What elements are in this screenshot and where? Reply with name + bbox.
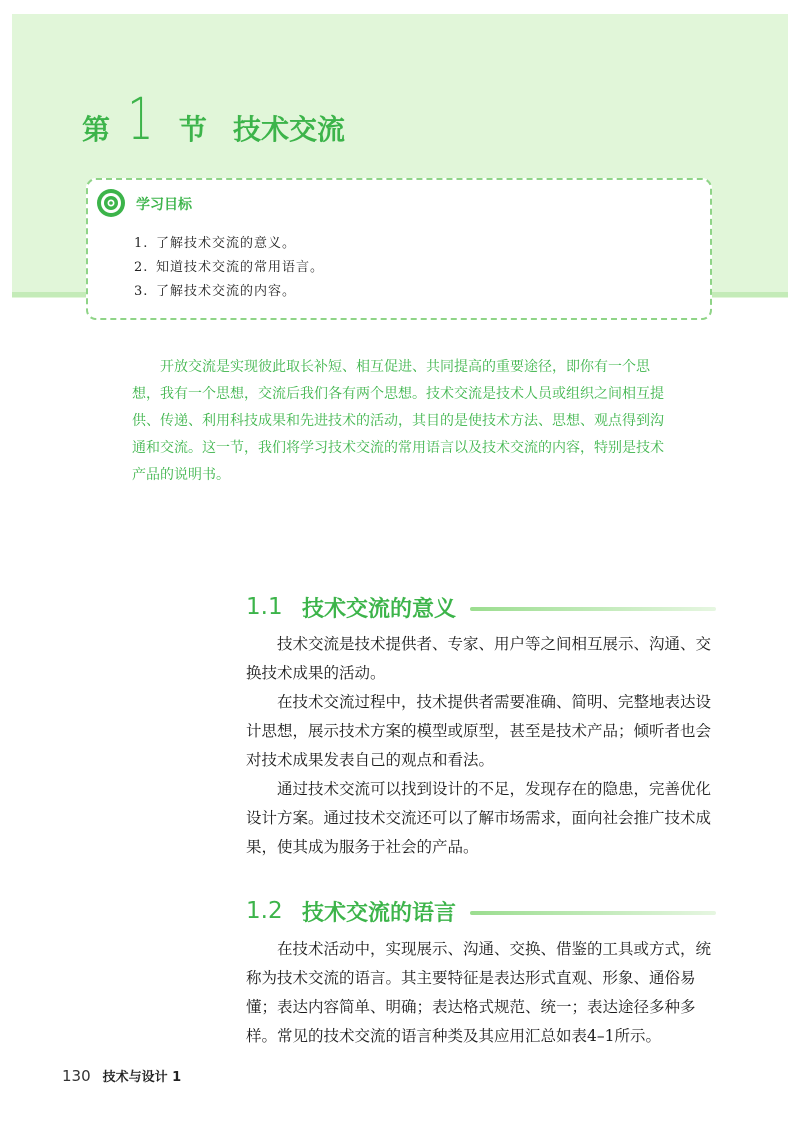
paragraph: 在技术交流过程中，技术提供者需要准确、简明、完整地表达设计思想，展示技术方案的模型或原型，甚至是技术产品；倾听者也会对技术成果发表自己的观点和看法。	[246, 693, 712, 769]
item-text: 知道技术交流的常用语言。	[156, 260, 325, 275]
list-item	[134, 280, 324, 304]
chapter-name: 技术交流	[232, 113, 345, 146]
section-body-1-1	[246, 630, 716, 862]
target-icon	[96, 188, 126, 218]
section-rule	[470, 607, 716, 611]
section-heading-1-2	[246, 896, 716, 926]
section-title: 技术交流的意义	[302, 596, 457, 622]
chapter-number: 1	[127, 85, 154, 153]
page-footer	[62, 1066, 181, 1085]
item-number: 3.	[134, 284, 149, 299]
chapter-title	[82, 84, 345, 153]
item-text: 了解技术交流的意义。	[156, 236, 297, 251]
paragraph: 技术交流是技术提供者、专家、用户等之间相互展示、沟通、交换技术成果的活动。	[246, 635, 712, 682]
list-item	[134, 232, 324, 256]
section-heading-1-1	[246, 592, 716, 622]
book-title: 技术与设计 1	[102, 1070, 182, 1085]
chapter-suffix: 节	[178, 113, 207, 146]
paragraph: 通过技术交流可以找到设计的不足，发现存在的隐患，完善优化设计方案。通过技术交流还可以了解市场需求，面向社会推广技术成果，使其成为服务于社会的产品。	[246, 780, 712, 856]
chapter-prefix: 第	[82, 113, 111, 146]
section-title: 技术交流的语言	[302, 900, 457, 926]
page-number: 130	[62, 1067, 91, 1085]
section-body-1-2	[246, 935, 716, 1051]
section-rule	[470, 911, 716, 915]
learning-objectives-box	[86, 178, 712, 320]
list-item	[134, 256, 324, 280]
item-number: 2.	[134, 260, 149, 275]
paragraph: 在技术活动中，实现展示、沟通、交换、借鉴的工具或方式，统称为技术交流的语言。其主要特征是表达形式直观、形象、通俗易懂；表达内容简单、明确；表达格式规范、统一；表达途径多种多样。常见的技术交流的语言种类及其应用汇总如表4–1所示。	[246, 940, 712, 1045]
item-text: 了解技术交流的内容。	[156, 284, 297, 299]
objectives-list	[134, 232, 324, 304]
section-number: 1.2	[246, 898, 283, 924]
section-number: 1.1	[246, 594, 283, 620]
item-number: 1.	[134, 236, 149, 251]
intro-paragraph: 开放交流是实现彼此取长补短、相互促进、共同提高的重要途径，即你有一个思想，我有一个思想，交流后我们各有两个思想。技术交流是技术人员或组织之间相互提供、传递、利用科技成果和先进技术的活动，其目的是使技术方法、思想、观点得到沟通和交流。这一节，我们将学习技术交流的常用语言以及技术交流的内容，特别是技术产品的说明书。	[132, 359, 664, 483]
objectives-title: 学习目标	[136, 197, 192, 213]
